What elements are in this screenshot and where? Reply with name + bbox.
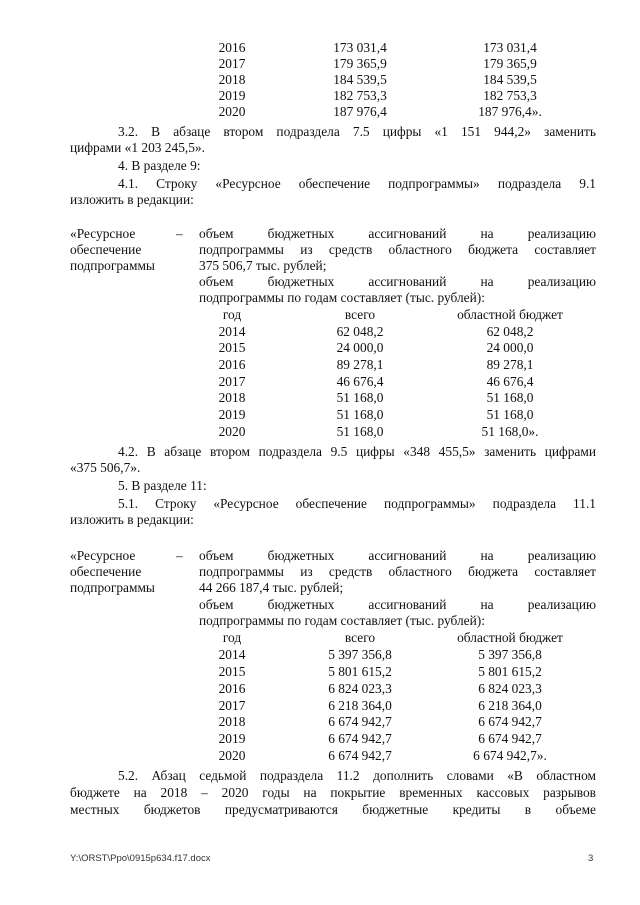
- year-cell: 2016: [218, 40, 246, 55]
- regional-cell: 184 539,5: [483, 72, 537, 87]
- regional-cell: 24 000,0: [486, 340, 534, 355]
- table-row: [0, 647, 640, 663]
- regional-cell: 51 168,0: [486, 407, 534, 422]
- regional-cell: 51 168,0».: [481, 424, 539, 439]
- year-cell: 2017: [218, 374, 246, 389]
- footer-file-path: Y:\ORST\Ppo\0915p634.f17.docx: [70, 853, 211, 864]
- year-cell: 2018: [218, 714, 246, 729]
- table-row: [0, 698, 640, 714]
- total-cell: 182 753,3: [333, 88, 387, 103]
- table-header-row: [0, 307, 640, 323]
- table-row: [0, 56, 640, 72]
- regional-cell: 173 031,4: [483, 40, 537, 55]
- total-cell: 6 674 942,7: [328, 731, 392, 746]
- block-text-line1: объем бюджетных ассигнований на реализацию: [199, 226, 596, 241]
- block-text-line3: 44 266 187,4 тыс. рублей;: [199, 580, 344, 595]
- table-row: [0, 407, 640, 423]
- paragraph-4-1-line1: 4.1. Строку «Ресурсное обеспечение подпрограммы» подраздела 9.1: [118, 176, 596, 191]
- regional-cell: 89 278,1: [486, 357, 534, 372]
- year-cell: 2015: [218, 340, 246, 355]
- regional-cell: 6 674 942,7».: [473, 748, 547, 763]
- total-cell: 5 801 615,2: [328, 664, 392, 679]
- year-cell: 2020: [218, 424, 246, 439]
- block-text-line5: подпрограммы по годам составляет (тыс. рублей):: [199, 290, 485, 305]
- year-cell: 2016: [218, 357, 246, 372]
- total-cell: 51 168,0: [336, 424, 384, 439]
- paragraph-5-2-line3: местных бюджетов предусматриваются бюджетные кредиты в объеме: [70, 802, 596, 817]
- block-text-line3: 375 506,7 тыс. рублей;: [199, 258, 327, 273]
- total-cell: 6 674 942,7: [328, 748, 392, 763]
- table-row: [0, 374, 640, 390]
- block-label-line3: подпрограммы: [70, 580, 155, 595]
- header-total: всего: [344, 307, 376, 322]
- paragraph-4-2-line1: 4.2. В абзаце втором подраздела 9.5 цифры «348 455,5» заменить цифрами: [118, 444, 596, 459]
- total-cell: 6 674 942,7: [328, 714, 392, 729]
- year-cell: 2016: [218, 681, 246, 696]
- table-row: [0, 664, 640, 680]
- table-row: [0, 324, 640, 340]
- regional-cell: 182 753,3: [483, 88, 537, 103]
- year-cell: 2019: [218, 731, 246, 746]
- table-header-row: [0, 630, 640, 646]
- regional-cell: 62 048,2: [486, 324, 534, 339]
- block-text-line2: подпрограммы из средств областного бюджета составляет: [199, 242, 596, 257]
- regional-cell: 6 674 942,7: [478, 731, 542, 746]
- table-row: [0, 340, 640, 356]
- paragraph-4-1-line2: изложить в редакции:: [70, 192, 194, 207]
- header-total: всего: [344, 630, 376, 645]
- regional-cell: 187 976,4».: [478, 104, 542, 119]
- year-cell: 2017: [218, 56, 246, 71]
- regional-cell: 179 365,9: [483, 56, 537, 71]
- total-cell: 5 397 356,8: [328, 647, 392, 662]
- total-cell: 24 000,0: [336, 340, 384, 355]
- block-label-line2: обеспечение: [70, 242, 142, 257]
- paragraph-4-2-line2: «375 506,7».: [70, 460, 141, 475]
- year-cell: 2014: [218, 324, 246, 339]
- total-cell: 51 168,0: [336, 390, 384, 405]
- paragraph-3-2-line1: 3.2. В абзаце втором подраздела 7.5 цифры «1 151 944,2» заменить: [118, 124, 596, 139]
- paragraph-5-1-line1: 5.1. Строку «Ресурсное обеспечение подпрограммы» подраздела 11.1: [118, 496, 596, 511]
- header-regional: областной бюджет: [457, 630, 563, 645]
- total-cell: 179 365,9: [333, 56, 387, 71]
- year-cell: 2020: [218, 748, 246, 763]
- regional-cell: 6 824 023,3: [478, 681, 542, 696]
- total-cell: 46 676,4: [336, 374, 384, 389]
- paragraph-3-2-line2: цифрами «1 203 245,5».: [70, 140, 205, 155]
- table-row: [0, 40, 640, 56]
- paragraph-5-2-line2: бюджете на 2018 – 2020 годы на покрытие временных кассовых разрывов: [70, 785, 596, 800]
- total-cell: 6 218 364,0: [328, 698, 392, 713]
- regional-cell: 5 801 615,2: [478, 664, 542, 679]
- block-text-line4: объем бюджетных ассигнований на реализацию: [199, 597, 596, 612]
- block-label-line1: «Ресурсное: [70, 548, 136, 563]
- regional-cell: 5 397 356,8: [478, 647, 542, 662]
- block-label-dash: –: [176, 226, 183, 241]
- year-cell: 2015: [218, 664, 246, 679]
- table-row: [0, 72, 640, 88]
- paragraph-5-2-line1: 5.2. Абзац седьмой подраздела 11.2 дополнить словами «В областном: [118, 768, 596, 783]
- table-row: [0, 104, 640, 120]
- total-cell: 89 278,1: [336, 357, 384, 372]
- page-number: 3: [588, 853, 594, 864]
- total-cell: 184 539,5: [333, 72, 387, 87]
- table-row: [0, 714, 640, 730]
- year-cell: 2017: [218, 698, 246, 713]
- year-cell: 2014: [218, 647, 246, 662]
- table-row: [0, 424, 640, 440]
- header-year: год: [222, 630, 242, 645]
- block-text-line2: подпрограммы из средств областного бюджета составляет: [199, 564, 596, 579]
- total-cell: 62 048,2: [336, 324, 384, 339]
- year-cell: 2020: [218, 104, 246, 119]
- table-row: [0, 390, 640, 406]
- block-label-line1: «Ресурсное: [70, 226, 136, 241]
- table-row: [0, 681, 640, 697]
- block-text-line1: объем бюджетных ассигнований на реализацию: [199, 548, 596, 563]
- block-label-line2: обеспечение: [70, 564, 142, 579]
- block-text-line5: подпрограммы по годам составляет (тыс. рублей):: [199, 613, 485, 628]
- section-5-heading: 5. В разделе 11:: [118, 478, 207, 493]
- regional-cell: 6 218 364,0: [478, 698, 542, 713]
- total-cell: 187 976,4: [333, 104, 387, 119]
- table-row: [0, 357, 640, 373]
- year-cell: 2018: [218, 390, 246, 405]
- table-row: [0, 88, 640, 104]
- table-row: [0, 731, 640, 747]
- total-cell: 173 031,4: [333, 40, 387, 55]
- header-year: год: [222, 307, 242, 322]
- total-cell: 6 824 023,3: [328, 681, 392, 696]
- year-cell: 2018: [218, 72, 246, 87]
- regional-cell: 46 676,4: [486, 374, 534, 389]
- header-regional: областной бюджет: [457, 307, 563, 322]
- section-4-heading: 4. В разделе 9:: [118, 158, 201, 173]
- regional-cell: 6 674 942,7: [478, 714, 542, 729]
- block-text-line4: объем бюджетных ассигнований на реализацию: [199, 274, 596, 289]
- regional-cell: 51 168,0: [486, 390, 534, 405]
- block-label-dash: –: [176, 548, 183, 563]
- year-cell: 2019: [218, 88, 246, 103]
- total-cell: 51 168,0: [336, 407, 384, 422]
- year-cell: 2019: [218, 407, 246, 422]
- table-row: [0, 748, 640, 764]
- paragraph-5-1-line2: изложить в редакции:: [70, 512, 194, 527]
- block-label-line3: подпрограммы: [70, 258, 155, 273]
